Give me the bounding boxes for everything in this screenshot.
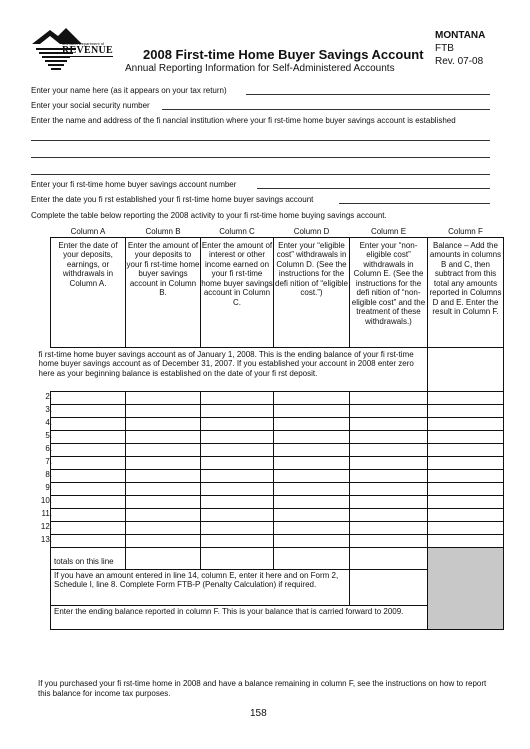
date-established-label: Enter the date you fi rst established your fi rst-time home buyer savings account xyxy=(31,195,314,204)
ssn-label: Enter your social security number xyxy=(31,101,150,110)
name-field[interactable] xyxy=(246,94,490,95)
table-row xyxy=(51,495,504,508)
column-d-label: Column D xyxy=(293,227,330,236)
table-row xyxy=(51,456,504,469)
row-number: 2. xyxy=(45,392,52,401)
table-row xyxy=(51,534,504,547)
footer-note: If you purchased your fi rst-time home in 2008 and have a balance remaining in column F, see the instructions on how to report this balance for income tax purposes. xyxy=(38,679,487,698)
totals-row xyxy=(51,547,504,569)
table-row xyxy=(51,521,504,534)
shaded-cell xyxy=(428,547,504,629)
row-number: 6. xyxy=(45,444,52,453)
totals-label: totals on this line xyxy=(51,547,126,569)
row-number: 11. xyxy=(41,509,52,518)
column-f-label: Column F xyxy=(448,227,483,236)
state-label: MONTANA xyxy=(435,30,486,41)
table-row xyxy=(51,404,504,417)
row-number: 9. xyxy=(45,483,52,492)
column-a-label: Column A xyxy=(70,227,106,236)
institution-line-3[interactable] xyxy=(31,174,490,175)
table-instruction: Complete the table below reporting the 2008 activity to your fi rst-time home buying savings account. xyxy=(31,211,387,220)
table-row xyxy=(51,482,504,495)
line15-cell[interactable] xyxy=(350,569,428,605)
row-number: 7. xyxy=(45,457,52,466)
column-b-description: Enter the amount of your deposits to your fi rst-time home buyer savings account in Column B. xyxy=(126,237,201,347)
column-c-description: Enter the amount of interest or other income earned on your fi rst-time home buyer savings account in Column C. xyxy=(201,237,274,347)
form-title: 2008 First-time Home Buyer Savings Account xyxy=(143,47,424,62)
institution-label: Enter the name and address of the fi nancial institution where your fi rst-time home buyer savings account is established xyxy=(31,116,456,125)
department-label: Montana Department of xyxy=(62,41,105,46)
beginning-balance-row xyxy=(51,347,504,391)
revenue-wordmark: REVENUE xyxy=(62,45,113,56)
form-subtitle: Annual Reporting Information for Self-Administered Accounts xyxy=(125,63,395,74)
ssn-field[interactable] xyxy=(162,109,490,110)
row-number: 13. xyxy=(40,535,52,544)
column-e-label: Column E xyxy=(370,227,407,236)
row-number: 8. xyxy=(45,470,52,479)
account-number-field[interactable] xyxy=(257,188,490,189)
table-row xyxy=(51,417,504,430)
column-e-description: Enter your “non-eligible cost” withdrawals in Column E. (See the instructions for the defi nition of “non-eligible cost” and the treatment of these withdrawals.) xyxy=(350,237,428,347)
column-description-row xyxy=(51,237,504,347)
line15-text: If you have an amount entered in line 14, column E, enter it here and on Form 2, Schedule I, line 8. Complete Form FTB-P (Penalty Calculation) if required. xyxy=(51,569,350,605)
row-number: 10. xyxy=(40,496,52,505)
page-number: 158 xyxy=(250,708,267,719)
account-number-label: Enter your fi rst-time home buyer savings account number xyxy=(31,180,237,189)
column-label-row xyxy=(51,227,504,237)
table-row xyxy=(51,443,504,456)
table-row xyxy=(51,430,504,443)
column-b-label: Column B xyxy=(145,227,181,236)
institution-line-1[interactable] xyxy=(31,140,490,141)
row-number: 3. xyxy=(45,405,52,414)
date-established-field[interactable] xyxy=(339,203,490,204)
beginning-balance-label: fi rst-time home buyer savings account as of January 1, 2008. This is the ending balance of your fi rst-time home buyer savings account as of December 31, 2007. If you established your account in 2008 enter zero here as your beginning balance is established on the date of your fi rst deposit. xyxy=(38,349,414,378)
name-label: Enter your name here (as it appears on your tax return) xyxy=(31,86,227,95)
row-number: 5. xyxy=(45,431,52,440)
form-code: FTB xyxy=(435,43,454,54)
institution-line-2[interactable] xyxy=(31,157,490,158)
row-number: 4. xyxy=(45,418,52,427)
table-row xyxy=(51,391,504,404)
column-a-description: Enter the date of your deposits, earnings, or withdrawals in Column A. xyxy=(51,237,126,347)
beginning-balance-cell[interactable] xyxy=(428,347,504,391)
column-d-description: Enter your “eligible cost” withdrawals in Column D. (See the instructions for the defi nition of “eligible cost.”) xyxy=(274,237,350,347)
row-number: 12. xyxy=(40,522,52,531)
line16-text: Enter the ending balance reported in column F. This is your balance that is carried forward to 2009. xyxy=(51,605,428,629)
column-c-label: Column C xyxy=(219,227,255,236)
table-row xyxy=(51,469,504,482)
beginning-balance-text xyxy=(38,347,428,391)
table-row xyxy=(51,508,504,521)
column-f-description: Balance – Add the amounts in columns B and C, then subtract from this total any amounts reported in Columns D and E. Enter the result in Column F. xyxy=(428,237,504,347)
revision-label: Rev. 07-08 xyxy=(435,56,484,67)
